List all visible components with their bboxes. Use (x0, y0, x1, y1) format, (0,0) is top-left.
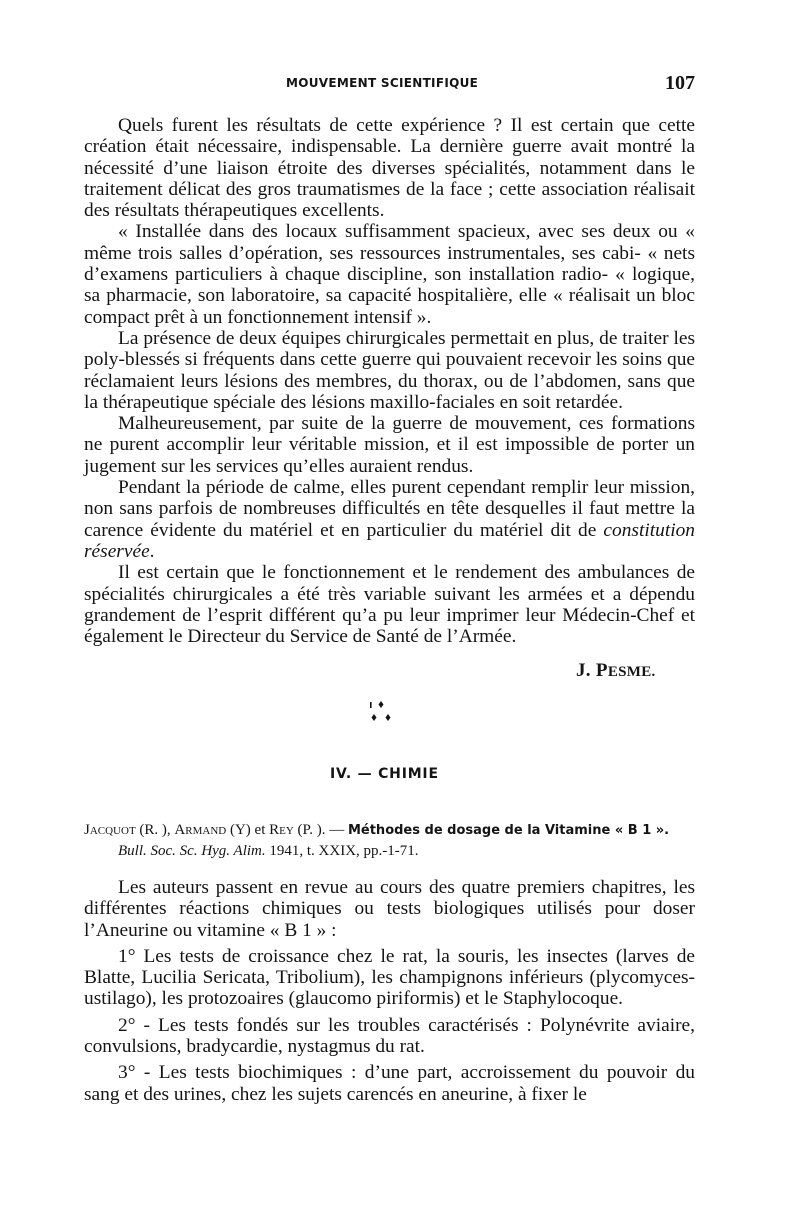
paragraph: Quels furent les résultats de cette expérience ? Il est certain que cette création était nécessaire, indispensable. La dernière guerre avait montré la nécessité d’une liaison étroite des diverses spécialités, notamment dans le traitement délicat des gros traumatismes de la face ; cette association réalisait des résultats thérapeutiques excellents. (84, 115, 695, 222)
running-title: MOUVEMENT SCIENTIFIQUE (286, 76, 479, 90)
reference-source (84, 841, 704, 861)
author-signature (576, 660, 656, 682)
list-item: 3° - Les tests biochimiques : d’une part, accroissement du pouvoir du sang et des urines, chez les sujets carencés en aneurine, à fixer le (84, 1062, 695, 1105)
paragraph: Malheureusement, par suite de la guerre de mouvement, ces formations ne purent accomplir leur véritable mission, et il est impossible de porter un jugement sur les services qu’elles auraient rendus. (84, 413, 695, 477)
author-name: Armand (174, 822, 227, 838)
signature-surname: ESME. (607, 664, 656, 680)
reference-title: Méthodes de dosage de la Vitamine « B 1 ». (347, 823, 670, 838)
paragraph: Il est certain que le fonctionnement et le rendement des ambulances de spécialités chirurgicales a été très variable suivant les armées et a dépendu grandement de l’esprit différent qu’a pu leur imprimer leur Médecin-Chef et également le Directeur du Service de Santé de l’Armée. (84, 562, 695, 648)
author-initials: (P. ). — (293, 822, 348, 838)
publication-details: 1941, t. XXIX, pp.-1-71. (265, 843, 419, 859)
journal-name: Bull. Soc. Sc. Hyg. Alim. (118, 843, 266, 859)
paragraph: La présence de deux équipes chirurgicales permettait en plus, de traiter les poly-blessés si fréquents dans cette guerre qui pouvaient recevoir les soins que réclamaient leurs lésions des membres, du thorax, ou de l’abdomen, sans que la thérapeutique spéciale des lésions maxillo-faciales en soit retardée. (84, 327, 695, 413)
author-initials: (R. ), (135, 822, 175, 838)
quoted-paragraph: « Installée dans des locaux suffisamment spacieux, avec ses deux ou « même trois salles d’opération, ses ressources instrumentales, ses cabi- « nets d’examens particuliers à chaque discipline, son installation radio- « logique, sa pharmacie, son laboratoire, sa capacité hospitalière, elle « réalisait un bloc compact prêt à un fonctionnement intensif ». (84, 221, 695, 328)
page-number: 107 (665, 72, 695, 94)
paragraph: Les auteurs passent en revue au cours des quatre premiers chapitres, les différentes réactions chimiques ou tests biologiques utilisés pour doser l’Aneurine ou vitamine « B 1 » : (84, 877, 695, 941)
author-initials: (Y) et (226, 822, 270, 838)
review-text (84, 877, 695, 1110)
author-name: Jacquot (84, 822, 136, 838)
paragraph-text-end: . (149, 540, 155, 562)
asterism-ornament (367, 700, 395, 726)
list-item: 2° - Les tests fondés sur les troubles caractérisés : Polynévrite aviaire, convulsions, bradycardie, nystagmus du rat. (84, 1014, 695, 1058)
list-item: 1° Les tests de croissance chez le rat, la souris, les insectes (larves de Blatte, Lucilia Sericata, Tribolium), les champignons inférieurs (plycomyces-ustilago), les protozoaires (glaucomo piriformis) et le Staphylocoque. (84, 945, 695, 1010)
paragraph (84, 477, 695, 562)
signature-initial: J. P (576, 660, 608, 681)
article-conclusion (84, 115, 695, 647)
author-name: Rey (269, 822, 294, 838)
bibliographic-reference (84, 820, 704, 861)
paragraph-text: Pendant la période de calme, elles purent cependant remplir leur mission, non sans parfois de nombreuses difficultés en tête desquelles il faut mettre la carence évidente du matériel et en particulier du matériel dit de (84, 477, 695, 541)
italic-term: constitution réservée (84, 519, 695, 562)
section-heading: IV. — CHIMIE (330, 766, 439, 782)
